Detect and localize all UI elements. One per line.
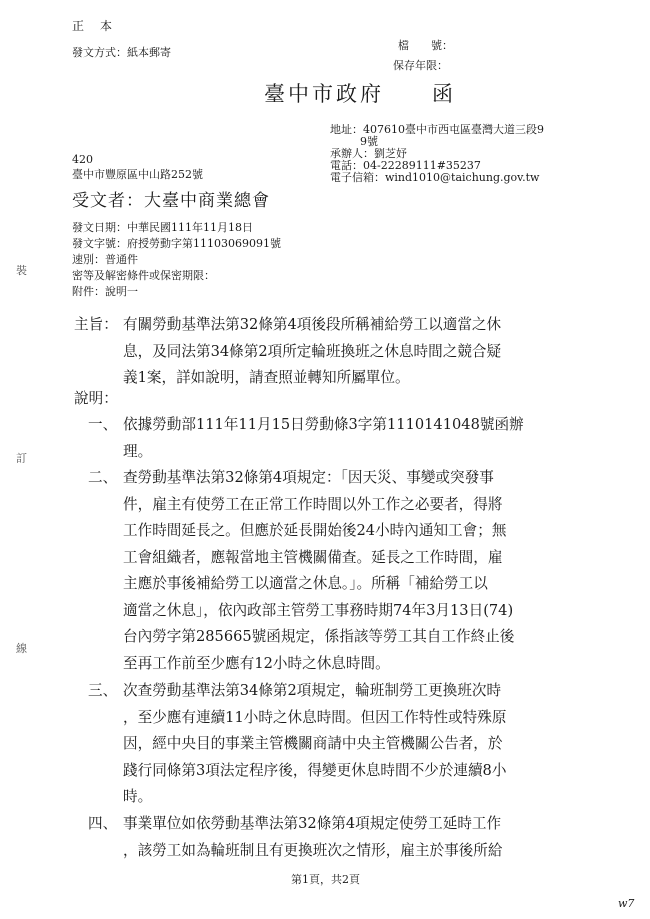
item-line: 事業單位如依勞動基準法第32條第4項規定使勞工延時工作 — [123, 815, 502, 832]
speed: 速別：普通件 — [72, 253, 138, 266]
recipient: 受文者：大臺中商業總會 — [72, 191, 270, 211]
sender-address-cont: 9號 — [360, 135, 378, 148]
subject-label: 主旨： — [74, 316, 118, 333]
subject-line: 義1案，詳如說明，請查照並轉知所屬單位。 — [123, 369, 410, 386]
item-number: 四、 — [88, 815, 118, 832]
recipient-address: 臺中市豐原區中山路252號 — [72, 168, 203, 181]
attachment: 附件：說明一 — [72, 285, 138, 298]
item-line: 依據勞動部111年11月15日勞動條3字第1110141048號函辦 — [123, 416, 524, 433]
subject-line: 息，及同法第34條第2項所定輪班換班之休息時間之競合疑 — [123, 342, 502, 360]
item-line: ，至少應有連續11小時之休息時間。但因工作特性或特殊原 — [123, 708, 507, 726]
page-number: 第1頁，共2頁 — [291, 873, 360, 886]
copy-type: 正 本 — [72, 19, 115, 33]
item-line: 件，雇主有使勞工在正常工作時間以外工作之必要者，得將 — [123, 495, 503, 513]
item-line: 查勞動基準法第32條第4項規定：「因天災、事變或突發事 — [123, 469, 494, 486]
subject-line: 有關勞動基準法第32條第4項後段所稱補給勞工以適當之休 — [123, 316, 502, 333]
binding-mark-top: 裝 — [16, 264, 27, 277]
item-line: 台內勞字第285665號函規定，係指該等勞工其自工作終止後 — [123, 628, 515, 645]
item-line: 踐行同條第3項法定程序後，得變更休息時間不少於連續8小 — [123, 761, 507, 779]
item-line: 工會組織者，應報當地主管機關備查。延長之工作時間，雇 — [123, 548, 503, 566]
binding-mark-bottom: 線 — [16, 642, 27, 655]
binding-mark-middle: 訂 — [16, 452, 27, 465]
phone: 電話：04-22289111#35237 — [330, 159, 481, 172]
item-number: 一、 — [88, 416, 118, 433]
postal-code: 420 — [72, 153, 93, 166]
item-number: 二、 — [88, 469, 118, 486]
file-number-label: 檔 號： — [398, 39, 453, 52]
item-number: 三、 — [88, 682, 118, 699]
item-line: 主應於事後補給勞工以適當之休息。」。所稱「補給勞工以 — [123, 575, 488, 592]
document-title: 臺中市政府 函 — [264, 82, 456, 106]
sender-address: 地址：407610臺中市西屯區臺灣大道三段9 — [330, 123, 544, 136]
corner-mark: w7 — [618, 897, 635, 910]
item-line: 至再工作前至少應有12小時之休息時間。 — [123, 654, 390, 672]
send-method: 發文方式：紙本郵寄 — [72, 46, 171, 59]
issue-number: 發文字號：府授勞動字第11103069091號 — [72, 237, 281, 250]
secrecy: 密等及解密條件或保密期限： — [72, 269, 215, 282]
item-line: 次查勞動基準法第34條第2項規定，輪班制勞工更換班次時 — [123, 682, 502, 699]
item-line: 理。 — [123, 442, 153, 460]
email: 電子信箱：wind1010@taichung.gov.tw — [330, 171, 540, 184]
handler: 承辦人：劉芝妤 — [330, 147, 407, 160]
item-line: 工作時間延長之。但應於延長開始後24小時內通知工會；無 — [123, 522, 507, 539]
retention-label: 保存年限： — [393, 59, 448, 72]
item-line: 因，經中央目的事業主管機關商請中央主管機關公告者，於 — [123, 735, 503, 752]
item-line: 適當之休息」，依內政部主管勞工事務時期74年3月13日(74) — [123, 601, 514, 619]
item-line: ，該勞工如為輪班制且有更換班次之情形，雇主於事後所給 — [123, 841, 503, 859]
item-line: 時。 — [123, 788, 153, 805]
issue-date: 發文日期：中華民國111年11月18日 — [72, 221, 253, 234]
explanation-label: 說明： — [74, 390, 118, 407]
